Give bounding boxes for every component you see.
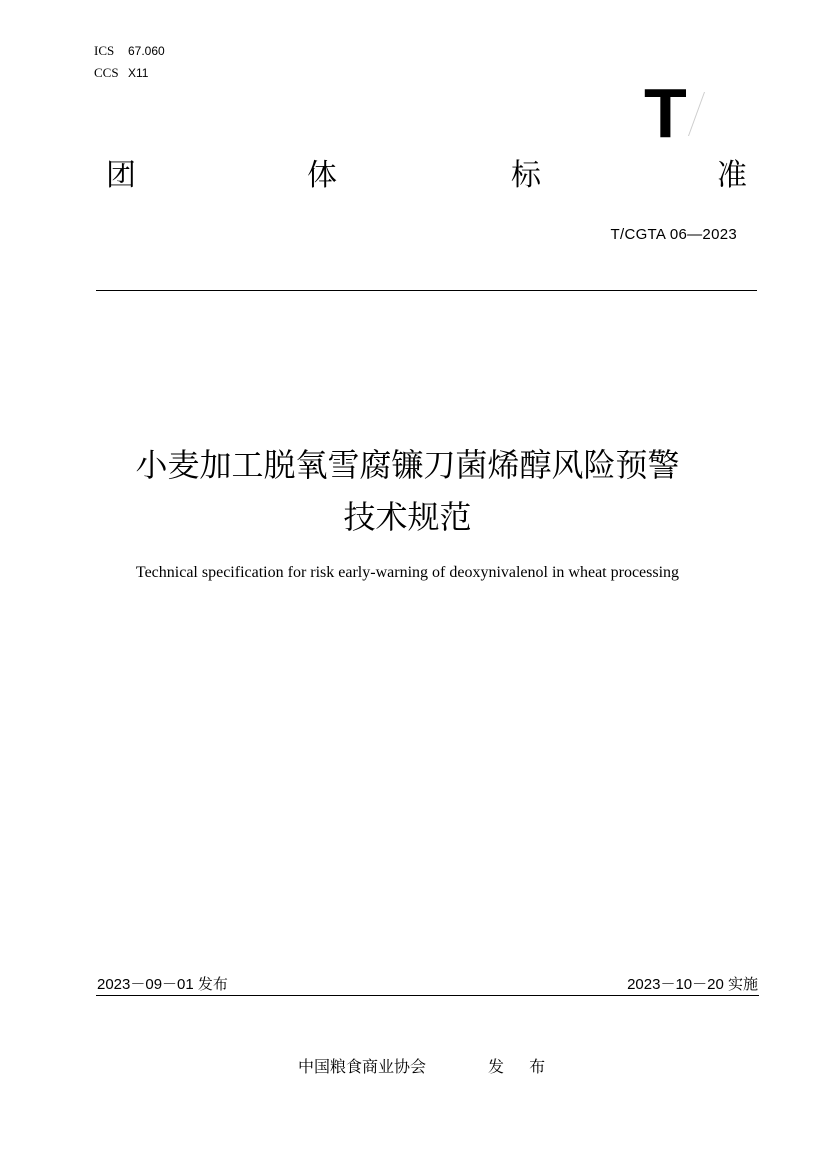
ics-value: 67.060 <box>128 44 165 58</box>
publisher-action: 发 布 <box>488 1057 556 1076</box>
publisher-name: 中国粮食商业协会 <box>298 1057 427 1076</box>
issue-date: 2023－09－01 发布 <box>97 976 228 993</box>
logo-slash-decoration <box>688 92 715 136</box>
standard-number: T/CGTA 06—2023 <box>610 226 737 243</box>
standard-type-char-1: 团 <box>106 158 136 193</box>
ccs-value: X11 <box>128 66 149 80</box>
ccs-line <box>94 62 165 84</box>
header-divider <box>96 290 757 291</box>
ccs-label: CCS <box>94 65 119 80</box>
classification-block <box>94 40 165 84</box>
ics-label: ICS <box>94 43 115 58</box>
standard-type-char-3: 标 <box>511 158 541 193</box>
title-zh-line-1: 小麦加工脱氧雪腐镰刀菌烯醇风险预警 <box>135 446 680 484</box>
ics-line <box>94 40 165 62</box>
standard-type-char-4: 准 <box>717 158 747 193</box>
standard-type-char-2: 体 <box>307 158 337 193</box>
title-zh-line-2: 技术规范 <box>343 498 472 536</box>
footer-divider <box>96 995 759 996</box>
title-en: Technical specification for risk early-warning of deoxynivalenol in wheat processing <box>135 564 680 581</box>
group-standard-logo: T <box>644 74 687 152</box>
implementation-date: 2023－10－20 实施 <box>627 976 758 993</box>
